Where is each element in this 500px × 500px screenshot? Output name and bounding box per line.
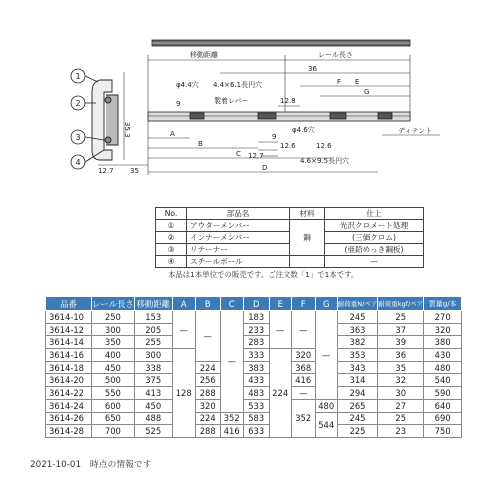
cell-mass: 380	[424, 336, 462, 349]
cell-length: 300	[92, 323, 135, 336]
rail-cross-section	[92, 80, 118, 160]
cell-code: 3614-18	[46, 361, 92, 374]
cell-code: 3614-26	[46, 412, 92, 425]
cell-mass: 590	[424, 387, 462, 400]
cell-d: 233	[243, 323, 269, 336]
label-dC: C	[236, 150, 241, 158]
parts-header-finish: 仕上	[325, 208, 424, 220]
cell-code: 3614-14	[46, 336, 92, 349]
label-slot-44x61: 4.4×6.1長円穴	[213, 81, 263, 89]
spec-header-travel: 移動距離	[134, 297, 172, 311]
cell-load-n: 225	[337, 425, 378, 438]
rail-side-view	[148, 112, 410, 121]
cell-d: 283	[243, 336, 269, 349]
cell-f: 416	[291, 374, 315, 387]
cell-length: 400	[92, 349, 135, 362]
label-travel: 移動距離	[190, 51, 218, 59]
label-12-6b: 12.6	[316, 142, 332, 150]
cell-load-n: 353	[337, 349, 378, 362]
cell-code: 3614-16	[46, 349, 92, 362]
cell-g-dash: —	[315, 311, 337, 400]
cell-code: 3614-20	[46, 374, 92, 387]
cell-b: 320	[195, 399, 220, 412]
cell-load-n: 245	[337, 311, 378, 324]
label-rail-length: レール長さ	[318, 51, 353, 59]
parts-header-material: 材料	[290, 208, 325, 220]
spec-header-mass: 質量g/本	[424, 297, 462, 311]
cell-b: 288	[195, 425, 220, 438]
cell-code: 3614-12	[46, 323, 92, 336]
table-row	[46, 336, 462, 349]
sales-unit-note: 本品は1本単位での販売です。ご注文数「1」で1本です。	[168, 270, 359, 279]
cell-load-n: 363	[337, 323, 378, 336]
label-9a: 9	[176, 100, 181, 108]
parts-header-row	[156, 208, 424, 220]
cell-travel: 153	[134, 311, 172, 324]
cell-b: 224	[195, 361, 220, 374]
cell-load-kgf: 23	[378, 425, 424, 438]
spec-header-f: F	[291, 297, 315, 311]
table-row	[46, 311, 462, 324]
spec-header-c: C	[220, 297, 243, 311]
parts-name: インナーメンバー	[187, 232, 290, 244]
cell-f-dash: —	[291, 387, 315, 400]
cell-b: 224	[195, 412, 220, 425]
label-35-3: 35.3	[123, 122, 131, 138]
cell-load-kgf: 36	[378, 349, 424, 362]
label-12-8: 12.8	[280, 97, 296, 105]
parts-row	[156, 220, 424, 232]
parts-finish: (三価クロム)	[325, 232, 424, 244]
spec-header-e: E	[269, 297, 291, 311]
parts-row	[156, 256, 424, 268]
cell-load-n: 314	[337, 374, 378, 387]
cell-load-n: 265	[337, 399, 378, 412]
cell-travel: 413	[134, 387, 172, 400]
cell-d: 533	[243, 399, 269, 412]
parts-name: アウターメンバー	[187, 220, 290, 232]
spec-header-g: G	[315, 297, 337, 311]
spec-header-length: レール長さ	[92, 298, 134, 309]
info-date-footer: 2021-10-01 時点の情報です	[30, 460, 152, 470]
label-dG: G	[364, 88, 370, 96]
cell-load-n: 343	[337, 361, 378, 374]
cell-length: 350	[92, 336, 135, 349]
cell-e-merged: 224	[269, 349, 291, 438]
label-dF: F	[337, 78, 342, 86]
cell-d: 383	[243, 361, 269, 374]
label-hole-46: φ4.6穴	[292, 126, 315, 134]
spec-header-load-n: 耐荷重N/ペア	[337, 297, 378, 311]
callout-3-text: 3	[75, 133, 81, 142]
label-dB: B	[198, 140, 203, 148]
cell-d: 333	[243, 349, 269, 362]
rail-top-view	[152, 40, 410, 46]
cell-c: 352	[220, 412, 243, 425]
label-12-7b: 12.7	[98, 167, 114, 175]
cell-code: 3614-28	[46, 425, 92, 438]
cell-load-n: 245	[337, 412, 378, 425]
label-12-7: 12.7	[248, 152, 264, 160]
label-dD: D	[262, 164, 268, 172]
parts-finish: (亜鉛めっき鋼板)	[325, 244, 424, 256]
table-row	[46, 323, 462, 336]
cell-load-n: 294	[337, 387, 378, 400]
table-row	[46, 399, 462, 412]
label-hole-44: φ4.4穴	[176, 81, 199, 89]
label-12-6a: 12.6	[280, 142, 296, 150]
cell-load-kgf: 39	[378, 336, 424, 349]
spec-header-code: 品番	[46, 297, 92, 311]
cell-load-kgf: 25	[378, 311, 424, 324]
cell-travel: 338	[134, 361, 172, 374]
cell-d: 633	[243, 425, 269, 438]
spec-header-b: B	[195, 297, 220, 311]
cell-d: 583	[243, 412, 269, 425]
cell-code: 3614-24	[46, 399, 92, 412]
cell-travel: 205	[134, 323, 172, 336]
table-row	[46, 374, 462, 387]
cell-load-kgf: 32	[378, 374, 424, 387]
cell-mass: 430	[424, 349, 462, 362]
cell-length: 700	[92, 425, 135, 438]
cell-d: 483	[243, 387, 269, 400]
label-dA: A	[170, 130, 175, 138]
parts-material-empty	[290, 256, 325, 268]
cell-mass: 640	[424, 399, 462, 412]
cell-travel: 450	[134, 399, 172, 412]
spec-header-a: A	[172, 297, 195, 311]
table-row	[46, 425, 462, 438]
cell-mass: 480	[424, 361, 462, 374]
cell-travel: 525	[134, 425, 172, 438]
parts-finish: 光沢クロメート処理	[325, 220, 424, 232]
parts-header-no: No.	[156, 208, 187, 220]
cell-load-kgf: 37	[378, 323, 424, 336]
label-detent: ディテント	[398, 127, 433, 135]
cell-a-dash: —	[172, 311, 195, 349]
cell-load-kgf: 27	[378, 399, 424, 412]
cell-load-kgf: 30	[378, 387, 424, 400]
cell-e-dash: —	[269, 311, 291, 349]
spec-table	[45, 296, 462, 438]
parts-no: ①	[156, 220, 187, 232]
parts-no: ④	[156, 256, 187, 268]
cell-load-kgf: 35	[378, 361, 424, 374]
label-35: 35	[130, 167, 139, 175]
table-row	[46, 387, 462, 400]
cell-f-dash: —	[291, 311, 315, 349]
parts-table	[155, 207, 424, 268]
parts-name: リテーナー	[187, 244, 290, 256]
label-9b: 9	[272, 133, 277, 141]
cell-d: 183	[243, 311, 269, 324]
cell-length: 250	[92, 311, 135, 324]
label-36: 36	[308, 65, 317, 73]
table-row	[46, 361, 462, 374]
cell-b-dash: —	[195, 311, 220, 362]
label-release-lever: 製着レバー	[214, 97, 249, 105]
parts-no: ②	[156, 232, 187, 244]
cell-length: 450	[92, 361, 135, 374]
callout-4-text: 4	[75, 158, 81, 167]
parts-no: ③	[156, 244, 187, 256]
cell-mass: 540	[424, 374, 462, 387]
slide-rail-drawing	[0, 0, 500, 200]
callout-1-text: 1	[75, 72, 81, 81]
cell-length: 550	[92, 387, 135, 400]
cell-mass: 690	[424, 412, 462, 425]
cell-travel: 375	[134, 374, 172, 387]
table-row	[46, 349, 462, 362]
parts-finish: —	[325, 256, 424, 268]
cell-mass: 750	[424, 425, 462, 438]
cell-g-merged: 480	[315, 399, 337, 412]
label-dE: E	[355, 78, 360, 86]
cell-load-kgf: 25	[378, 412, 424, 425]
cell-travel: 300	[134, 349, 172, 362]
cell-load-n: 382	[337, 336, 378, 349]
cell-b: 256	[195, 374, 220, 387]
parts-material: 鋼	[290, 220, 325, 256]
cell-length: 500	[92, 374, 135, 387]
cell-f: 320	[291, 349, 315, 362]
cell-code: 3614-22	[46, 387, 92, 400]
cell-travel: 488	[134, 412, 172, 425]
cell-a-merged: 128	[172, 349, 195, 438]
callout-2-text: 2	[75, 99, 81, 108]
parts-header-name: 部品名	[187, 208, 290, 220]
cell-code: 3614-10	[46, 311, 92, 324]
cell-c: 416	[220, 425, 243, 438]
cell-d: 433	[243, 374, 269, 387]
table-row	[46, 412, 462, 425]
cell-f: 368	[291, 361, 315, 374]
label-slot-46x95: 4.6×9.5長円穴	[300, 157, 350, 165]
cell-mass: 320	[424, 323, 462, 336]
spec-header-load-kgf: 耐荷重kgf/ペア	[378, 297, 424, 311]
cell-travel: 255	[134, 336, 172, 349]
parts-name: スチールボール	[187, 256, 290, 268]
cell-length: 650	[92, 412, 135, 425]
cell-g-merged: 544	[315, 412, 337, 437]
cell-b: 288	[195, 387, 220, 400]
spec-header-d: D	[243, 297, 269, 311]
cell-f-merged: 352	[291, 399, 315, 437]
cell-mass: 270	[424, 311, 462, 324]
cell-length: 600	[92, 399, 135, 412]
cell-c-dash: —	[220, 311, 243, 413]
spec-header-row	[46, 297, 462, 311]
